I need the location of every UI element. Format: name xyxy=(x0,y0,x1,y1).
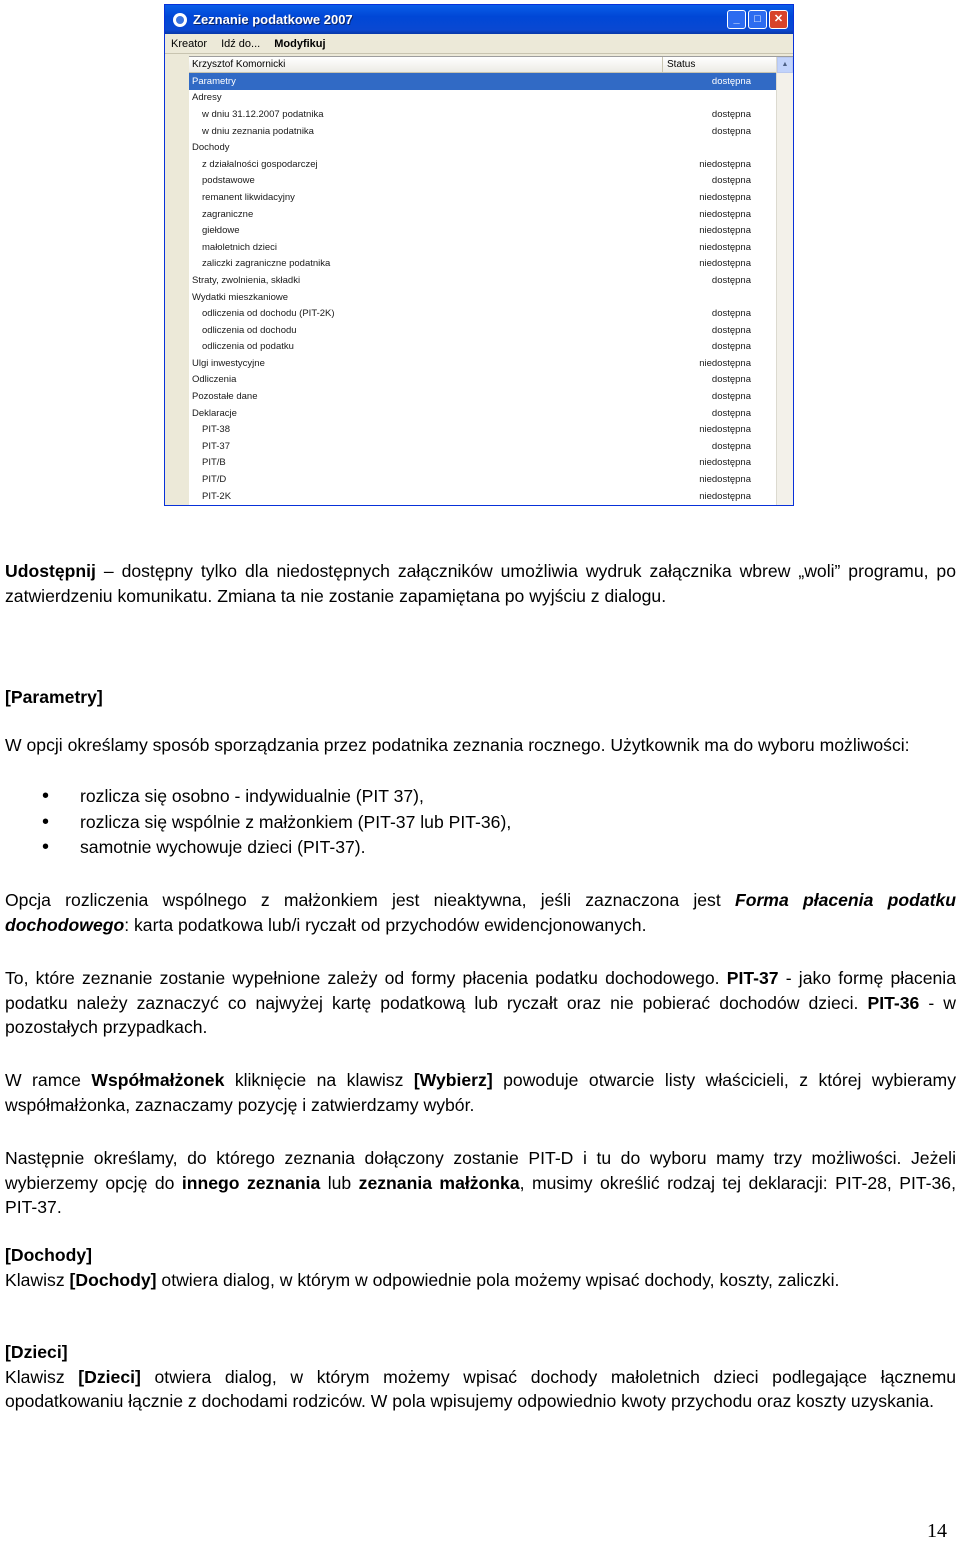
table-row[interactable] xyxy=(189,156,777,173)
to-text-1: To, które zeznanie zostanie wypełnione zależy od formy płacenia podatku dochodowego. xyxy=(5,968,727,988)
parametry-intro-text: W opcji określamy sposób sporządzania przez podatnika zeznania rocznego. Użytkownik ma do wyboru możliwości: xyxy=(5,735,910,755)
table-row[interactable] xyxy=(189,388,777,405)
paragraph-udostepnij xyxy=(5,559,956,608)
page-number: 14 xyxy=(927,1520,947,1542)
table-row[interactable] xyxy=(189,256,777,273)
row-status: niedostępna xyxy=(699,490,751,502)
term-pit37: PIT-37 xyxy=(726,968,779,988)
row-name: remanent likwidacyjny xyxy=(202,191,295,203)
row-name: giełdowe xyxy=(202,225,240,237)
row-status: niedostępna xyxy=(699,225,751,237)
row-status: dostępna xyxy=(711,175,751,187)
nast-text-3: , musimy określić rodzaj tej deklaracji: PIT-28, PIT-36, PIT-37. xyxy=(5,1172,956,1217)
dochody-text-2: otwiera dialog, w którym w odpowiednie pola możemy wpisać dochody, koszty, zaliczki. xyxy=(156,1269,840,1290)
menu-bar xyxy=(165,34,793,54)
row-name: małoletnich dzieci xyxy=(202,241,277,253)
row-status: niedostępna xyxy=(699,191,751,203)
scroll-up-icon[interactable]: ▲ xyxy=(777,57,793,73)
row-name: Odliczenia xyxy=(192,374,237,386)
heading-dochody: [Dochody] xyxy=(5,1245,92,1265)
row-status: dostępna xyxy=(711,125,751,137)
attachments-grid xyxy=(189,56,793,505)
row-name: zaliczki zagraniczne podatnika xyxy=(202,258,331,270)
table-row[interactable] xyxy=(189,173,777,190)
row-status: niedostępna xyxy=(699,241,751,253)
table-row[interactable] xyxy=(189,372,777,389)
table-row[interactable] xyxy=(189,471,777,488)
list-item: • samotnie wychowuje dzieci (PIT-37). xyxy=(5,835,511,861)
opcja-text-2: : karta podatkowa lub/i ryczałt od przychodów ewidencjonowanych. xyxy=(124,914,647,935)
table-row[interactable] xyxy=(189,421,777,438)
opcja-text-1: Opcja rozliczenia wspólnego z małżonkiem jest nieaktywna, jeśli zaznaczona jest xyxy=(5,890,735,910)
grid-header xyxy=(189,57,793,73)
row-status: dostępna xyxy=(711,407,751,419)
table-row[interactable] xyxy=(189,455,777,472)
heading-parametry-text: [Parametry] xyxy=(5,687,103,707)
row-status: niedostępna xyxy=(699,457,751,469)
title-bar xyxy=(165,5,793,34)
row-status: niedostępna xyxy=(699,208,751,220)
row-name: zagraniczne xyxy=(202,208,254,220)
table-row[interactable] xyxy=(189,289,777,306)
heading-dzieci: [Dzieci] xyxy=(5,1342,68,1362)
table-row[interactable] xyxy=(189,355,777,372)
paragraph-nastepnie xyxy=(5,1146,956,1220)
table-row[interactable] xyxy=(189,189,777,206)
row-status: niedostępna xyxy=(699,357,751,369)
heading-parametry xyxy=(5,685,956,710)
row-name: Straty, zwolnienia, składki xyxy=(192,274,301,286)
maximize-icon[interactable]: □ xyxy=(748,10,767,29)
row-status: niedostępna xyxy=(699,474,751,486)
row-name: Parametry xyxy=(192,75,236,87)
row-status: dostępna xyxy=(711,374,751,386)
table-row[interactable] xyxy=(189,106,777,123)
app-icon xyxy=(173,13,187,27)
paragraph-wspolmalzonek xyxy=(5,1068,956,1117)
row-name: PIT/D xyxy=(202,474,227,486)
table-row[interactable] xyxy=(189,305,777,322)
table-row[interactable] xyxy=(189,73,777,90)
row-status: niedostępna xyxy=(699,158,751,170)
row-name: Dochody xyxy=(192,142,230,154)
app-window-screenshot xyxy=(164,4,794,506)
menu-kreator[interactable]: Kreator xyxy=(171,37,208,50)
table-row[interactable] xyxy=(189,322,777,339)
row-name: odliczenia od dochodu xyxy=(202,324,297,336)
row-name: Deklaracje xyxy=(192,407,237,419)
ramce-text-2: kliknięcie na klawisz xyxy=(224,1070,414,1090)
row-name: odliczenia od dochodu (PIT-2K) xyxy=(202,308,335,320)
menu-idz-do[interactable]: Idź do... xyxy=(221,37,261,50)
nast-text-2: lub xyxy=(320,1172,359,1193)
row-status: dostępna xyxy=(711,308,751,320)
table-row[interactable] xyxy=(189,206,777,223)
term-forma-placenia: Forma płacenia podatku dochodowego xyxy=(5,890,956,935)
table-row[interactable] xyxy=(189,488,777,505)
table-row[interactable] xyxy=(189,239,777,256)
row-name: podstawowe xyxy=(202,175,255,187)
row-name: w dniu 31.12.2007 podatnika xyxy=(202,108,324,120)
ramce-text-1: W ramce xyxy=(5,1070,92,1090)
term-dzieci: [Dzieci] xyxy=(78,1366,141,1387)
close-icon[interactable]: ✕ xyxy=(769,10,788,29)
section-dzieci xyxy=(5,1340,956,1414)
row-name: Pozostałe dane xyxy=(192,391,258,403)
column-header-name[interactable]: Krzysztof Komornicki xyxy=(189,57,663,72)
to-text-3: - w pozostałych przypadkach. xyxy=(5,992,957,1037)
dzieci-text-2: otwiera dialog, w którym możemy wpisać dochody małoletnich dzieci podlegające łącznemu opodatkowaniu łącznie z dochodami rodziców. W pola wpisujemy odpowiednio kwoty przychodu oraz koszty uzyskania. xyxy=(5,1366,957,1411)
row-status: dostępna xyxy=(711,341,751,353)
row-name: PIT/B xyxy=(202,457,226,469)
vertical-scrollbar[interactable] xyxy=(776,57,793,505)
row-status: dostępna xyxy=(711,324,751,336)
paragraph-parametry-intro xyxy=(5,733,956,758)
table-row[interactable] xyxy=(189,123,777,140)
to-text-2: - jako formę płacenia podatku należy zaznaczyć co najwyżej kartę podatkową lub ryczałt oraz nie pobierać dochodów dzieci. xyxy=(5,968,956,1013)
row-name: odliczenia od podatku xyxy=(202,341,294,353)
row-status: niedostępna xyxy=(699,424,751,436)
table-row[interactable] xyxy=(189,339,777,356)
row-status: dostępna xyxy=(711,274,751,286)
row-name: PIT-38 xyxy=(202,424,230,436)
row-name: Wydatki mieszkaniowe xyxy=(192,291,289,303)
term-dochody: [Dochody] xyxy=(69,1269,157,1290)
row-name: PIT-37 xyxy=(202,440,230,452)
term-zeznania-malzonka: zeznania małżonka xyxy=(358,1172,520,1193)
paragraph-to-ktore xyxy=(5,966,956,1040)
list-item: • rozlicza się osobno - indywidualnie (PIT 37), xyxy=(5,784,511,810)
row-name: PIT-2K xyxy=(202,490,232,502)
row-name: w dniu zeznania podatnika xyxy=(202,125,314,137)
options-list xyxy=(5,784,511,861)
column-header-status[interactable]: Status xyxy=(667,59,696,70)
paragraph-opcja xyxy=(5,888,956,937)
table-row[interactable] xyxy=(189,405,777,422)
table-row[interactable] xyxy=(189,222,777,239)
row-status: dostępna xyxy=(711,440,751,452)
table-row[interactable] xyxy=(189,272,777,289)
table-row[interactable] xyxy=(189,90,777,107)
dochody-text-1: Klawisz xyxy=(5,1269,70,1290)
nast-text-1: Następnie określamy, do którego zeznania dołączony zostanie PIT-D i tu do wyboru mamy trzy możliwości. Jeżeli wybierzemy opcję do xyxy=(5,1148,956,1193)
table-row[interactable] xyxy=(189,139,777,156)
row-status: dostępna xyxy=(711,75,751,87)
term-pit36: PIT-36 xyxy=(867,992,920,1013)
ramce-text-3: powoduje otwarcie listy właścicieli, z której wybieramy współmałżonka, zaznaczamy pozycję i zatwierdzamy wybór. xyxy=(5,1070,956,1115)
row-name: Adresy xyxy=(192,92,222,104)
table-row[interactable] xyxy=(189,438,777,455)
list-item: • rozlicza się wspólnie z małżonkiem (PIT-37 lub PIT-36), xyxy=(5,810,511,836)
row-status: dostępna xyxy=(711,391,751,403)
udostepnij-text: – dostępny tylko dla niedostępnych załączników umożliwia wydruk załącznika wbrew „woli” programu, po zatwierdzeniu komunikatu. Zmiana ta nie zostanie zapamiętana po wyjściu z dialogu. xyxy=(5,561,956,606)
dzieci-text-1: Klawisz xyxy=(5,1366,79,1387)
grid-rows xyxy=(189,73,777,504)
window-title: Zeznanie podatkowe 2007 xyxy=(193,12,353,27)
row-name: Ulgi inwestycyjne xyxy=(192,357,265,369)
row-status: dostępna xyxy=(711,108,751,120)
minimize-icon[interactable]: _ xyxy=(727,10,746,29)
menu-modyfikuj[interactable]: Modyfikuj xyxy=(274,37,326,50)
term-udostepnij: Udostępnij xyxy=(5,561,96,581)
section-dochody xyxy=(5,1243,956,1292)
term-wybierz: [Wybierz] xyxy=(413,1070,493,1090)
row-name: z działalności gospodarczej xyxy=(202,158,318,170)
term-innego-zeznania: innego zeznania xyxy=(181,1172,321,1193)
row-status: niedostępna xyxy=(699,258,751,270)
term-wspolmalzonek: Współmałżonek xyxy=(91,1070,225,1090)
